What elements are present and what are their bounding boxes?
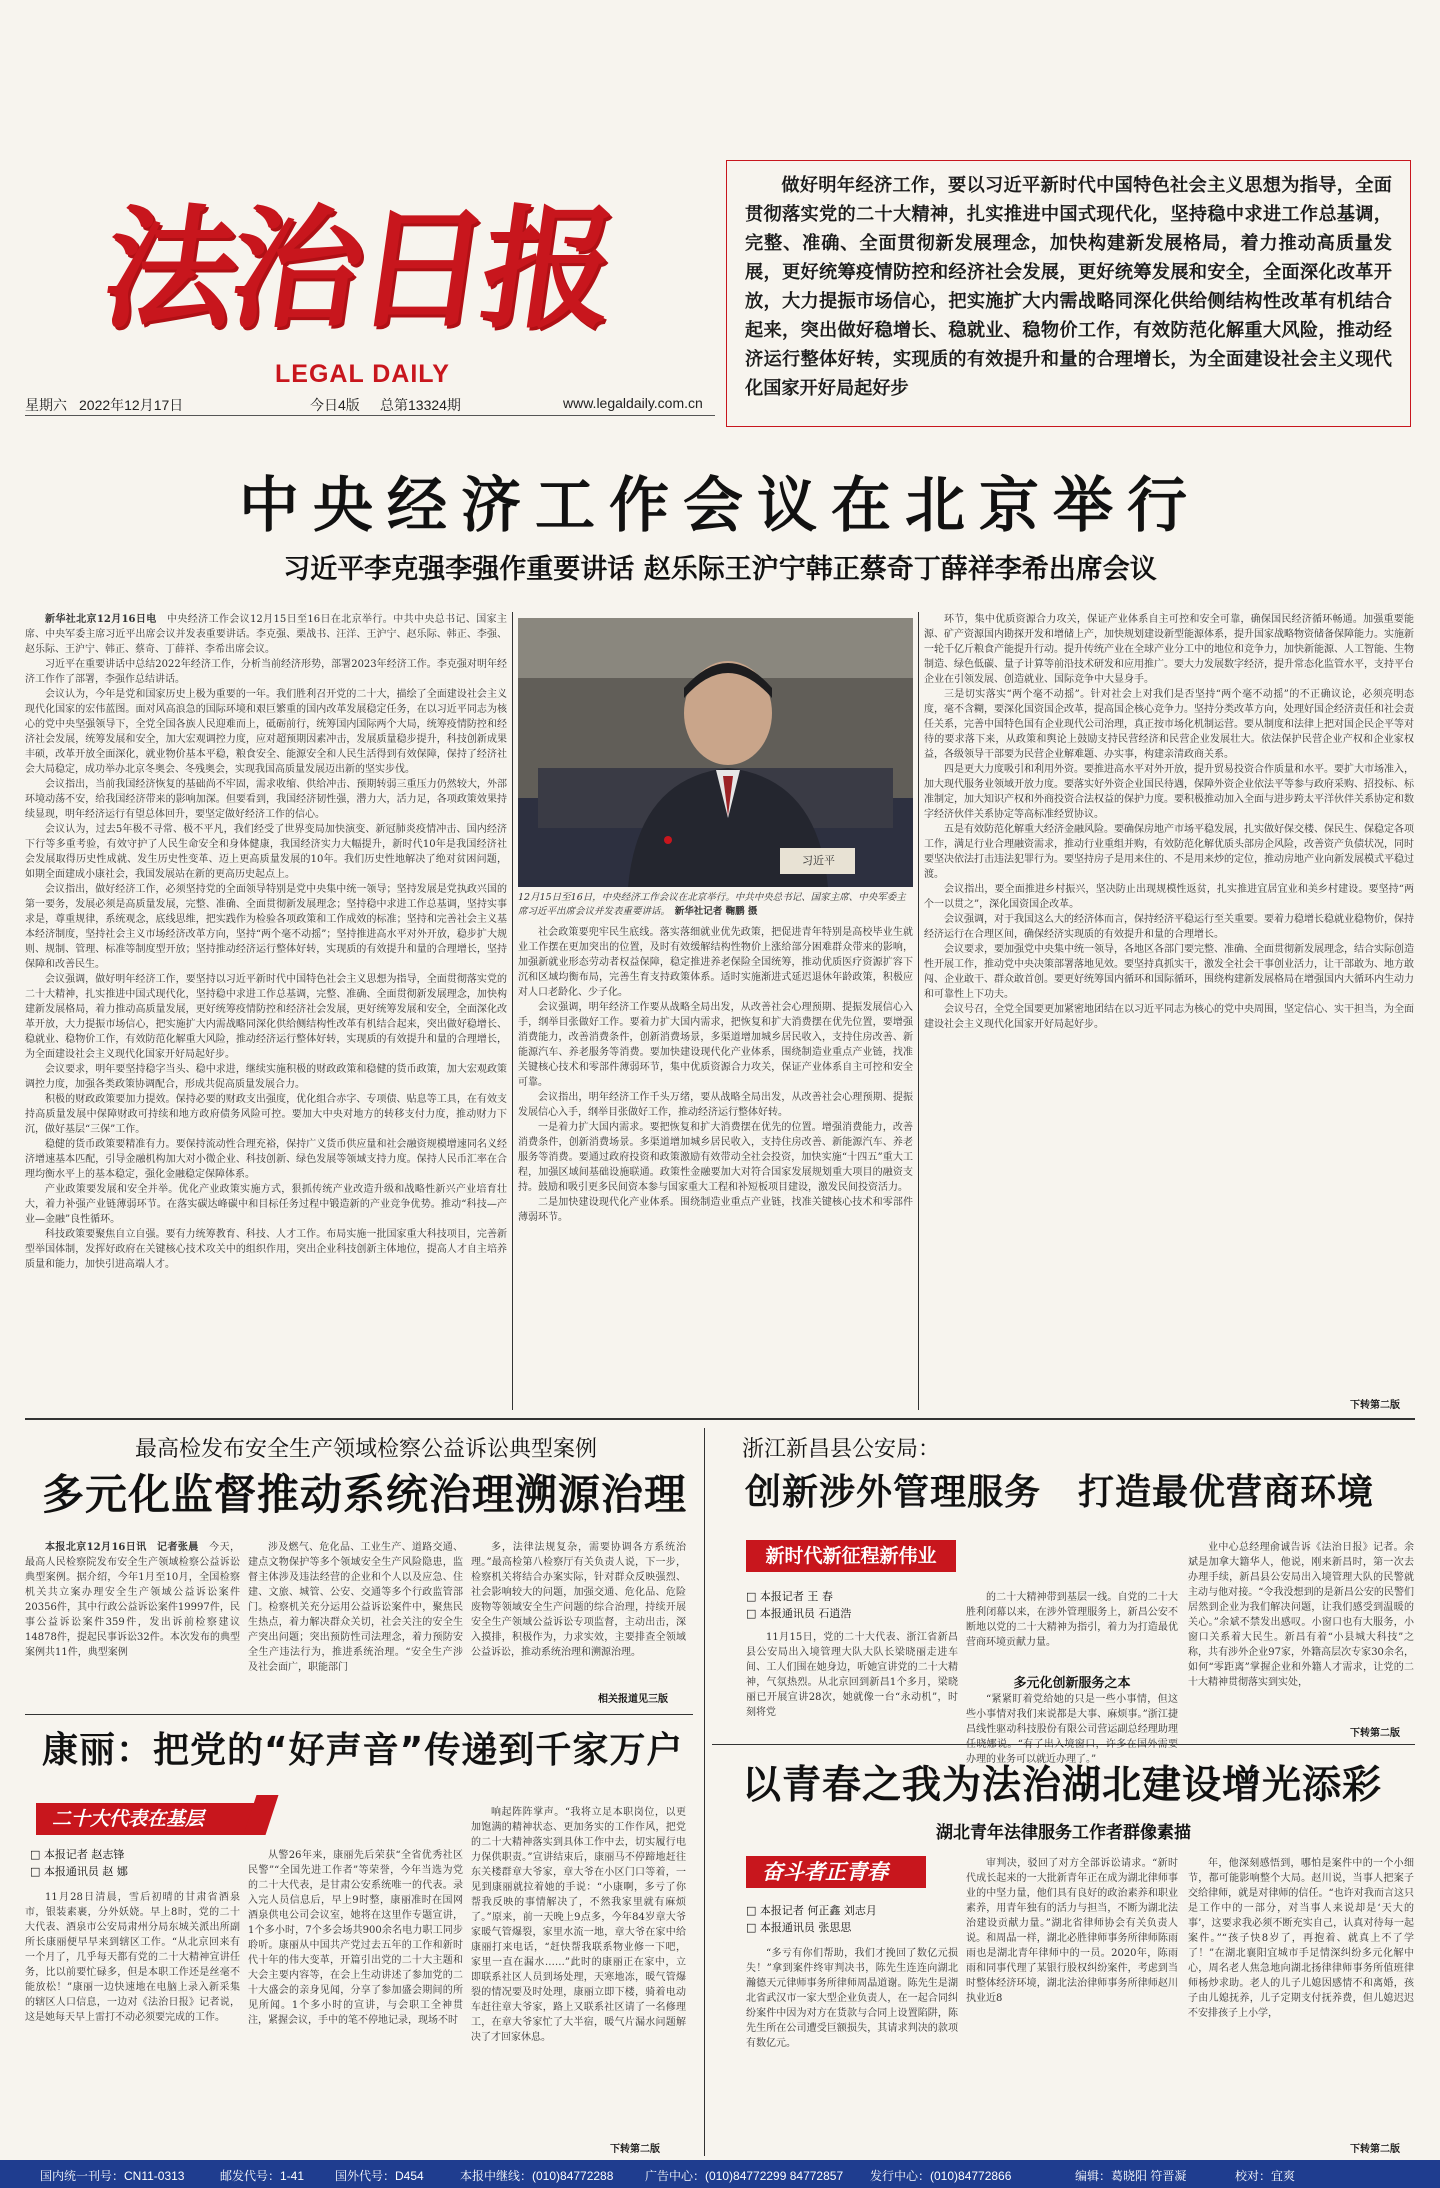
procuratorate-kicker: 最高检发布安全生产领域检察公益诉讼典型案例 <box>135 1437 598 1462</box>
hubei-subtitle: 湖北青年法律服务工作者群像素描 <box>936 1823 1191 1843</box>
issue-number: 总第13324期 <box>380 397 461 413</box>
banner-accent <box>244 1795 279 1835</box>
xinchang-column-2: 的二十大精神带到基层一线。自党的二十大胜利闭幕以来，在涉外管理服务上，新昌公安不断地以党的二十大精神为指引，着力为打造最优营商环境贡献力量。 <box>966 1592 1178 1648</box>
lead-subheadline: 习近平李克强李强作重要讲话 赵乐际王沪宁韩正蔡奇丁薛祥李希出席会议 <box>283 554 1157 585</box>
footer-distribution: 发行中心：(010)84772866 <box>870 2169 1012 2183</box>
website-link[interactable]: www.legaldaily.com.cn <box>563 395 703 411</box>
lead-photo[interactable] <box>518 618 913 887</box>
procuratorate-column-2: 涉及燃气、危化品、工业生产、道路交通、建点文物保护等多个领域安全生产风险隐患，监督主体涉及违法经营的企业和个人以及应急、住建、文旅、城管、公安、交通等多个行政监管部门。检察机关充分运用公益诉讼案件中，聚焦民生热点，着力解决群众关切，社会关注的安全生产突出问题；突出预防性司法理念，着力预防安全生产违法行为，推进系统治理。“安全生产涉及社会面广，职能部门 <box>248 1542 463 1673</box>
kangli-title[interactable]: 康丽：把党的“好声音”传递到千家万户 <box>42 1730 684 1771</box>
hubei-banner: 奋斗者正青春 <box>746 1856 926 1888</box>
section-divider <box>25 1418 1415 1420</box>
lead-column-1: 新华社北京12月16日电 中央经济工作会议12月15日至16日在北京举行。中共中央总书记、国家主席、中央军委主席习近平出席会议并发表重要讲话。李克强、栗战书、汪洋、王沪宁、赵乐际、韩正、李强、赵乐际、王沪宁、韩正、蔡奇、丁薛祥、李希出席会议。 习近平在重要讲话中总结2022年经济工作，分析当前经济形势，部署2023年经济工作。李克强对明年经济工作作了部署，李强作总结讲话。 会议认为，今年是党和国家历史上极为重要的一年。我们胜利召开党的二十大，描绘了全面建设社会主义现代化国家的宏伟蓝图。面对风高浪急的国际环境和艰巨繁重的国内改革发展稳定任务，在以习近平同志为核心的党中央坚强领导下，全党全国各族人民迎难而上，砥砺前行，统筹国内国际两个大局，统筹疫情防控和经济社会发展，统筹发展和安全，加大宏观调控力度，应对超预期因素冲击，发展质量稳步提升，科技创新成果丰硕，改革开放全面深化，就业物价基本平稳，粮食安全、能源安全和人民生活得到有效保障，保持了经济社会大局稳定，成功举办北京冬奥会、冬残奥会，实现我国高质量发展迈出新的坚实步伐。 会议指出，当前我国经济恢复的基础尚不牢固，需求收缩、供给冲击、预期转弱三重压力仍然较大，外部环境动荡不安，给我国经济带来的影响加深。但要看到，我国经济韧性强，潜力大，活力足，各项政策效果持续显现，明年经济运行有望总体回升，要坚定做好经济工作的信心。 会议认为，过去5年极不寻常、极不平凡，我们经受了世界变局加快演变、新冠肺炎疫情冲击、国内经济下行等多重考验，有效守护了人民生命安全和身体健康，我国经济实力大幅提升，新时代10年是我国经济社会发展取得历史性成就、发生历史性变革、迈上更高质量发展的10年。我们历史性地解决了绝对贫困问题，如期全面建成小康社会，我国发展站在新的更高历史起点上。 会议指出，做好经济工作，必须坚持党的全面领导特别是党中央集中统一领导；坚持发展是党执政兴国的第一要务，发展必须是高质量发展，完整、准确、全面贯彻新发展理念；坚持稳中求进工作总基调，坚持实事求是，尊重规律，系统观念，底线思维，把实践作为检验各项政策和工作成效的标准；坚持和完善社会主义基本经济制度，坚持社会主义市场经济改革方向，坚持“两个毫不动摇”；坚持推进高水平对外开放，稳步扩大规则、规制、管理、标准等制度型开放；坚持推动经济运行整体好转，实现质的有效提升和量的合理增长，坚持保障和改善民生。 会议强调，做好明年经济工作，要坚持以习近平新时代中国特色社会主义思想为指导，全面贯彻落实党的二十大精神，扎实推进中国式现代化，坚持稳中求进工作总基调，完整、准确、全面贯彻新发展理念，加快构建新发展格局，着力推动高质量发展，更好统筹疫情防控和经济社会发展，更好统筹发展和安全，全面深化改革开放，大力提振市场信心，把实施扩大内需战略同深化供给侧结构性改革有机结合起来，突出做好稳增长、稳就业、稳物价工作，有效防范化解重大风险，推动经济运行整体好转，实现质的有效提升和量的合理增长，为全面建设社会主义现代化国家开好局起好步。 会议要求，明年要坚持稳字当头、稳中求进，继续实施积极的财政政策和稳健的货币政策，加大宏观政策调控力度，加强各类政策协调配合，形成共促高质量发展合力。 积极的财政政策要加力提效。保持必要的财政支出强度，优化组合赤字、专项债、贴息等工具，在有效支持高质量发展中保障财政可持续和地方政府债务风险可控。要加大中央对地方的转移支付力度，推动财力下沉，做好基层“三保”工作。 稳健的货币政策要精准有力。要保持流动性合理充裕，保持广义货币供应量和社会融资规模增速同名义经济增速基本匹配，引导金融机构加大对小微企业、科技创新、绿色发展等领域支持力度。保持人民币汇率在合理均衡水平上的基本稳定，强化金融稳定保障体系。 产业政策要发展和安全并举。优化产业政策实施方式，狠抓传统产业改造升级和战略性新兴产业培育壮大，着力补强产业链薄弱环节。在落实碳达峰碳中和目标任务过程中锻造新的产业竞争优势。推动“科技—产业—金融”良性循环。 科技政策要聚焦自立自强。要有力统筹教育、科技、人才工作。布局实施一批国家重大科技项目，完善新型举国体制，发挥好政府在关键核心技术攻关中的组织作用，突出企业科技创新主体地位，提高人才自主培养质量和能力，加快引进高端人才。 <box>25 614 507 1270</box>
xinchang-byline-reporter: □ 本报记者 王 春 <box>746 1590 833 1603</box>
section-divider <box>25 1714 693 1715</box>
lead-continued-note[interactable]: 下转第二版 <box>1350 1400 1400 1411</box>
kangli-continued-note[interactable]: 下转第二版 <box>610 2144 660 2155</box>
footer-ads: 广告中心：(010)84772299 84772857 <box>645 2169 844 2183</box>
procuratorate-column-1: 本报北京12月16日讯 记者张晨 今天，最高人民检察院发布安全生产领域检察公益诉讼典型案例。据介绍，今年1月至10月，全国检察机关共立案办理安全生产领域公益诉讼案件20356件，其中行政公益诉讼案件19997件，民事公益诉讼案件359件，发出诉前检察建议14878件，提起民事诉讼32件。本次发布的典型案例共11件，典型案例 <box>25 1542 240 1658</box>
lead-column-3: 社会政策要兜牢民生底线。落实落细就业优先政策，把促进青年特别是高校毕业生就业工作摆在更加突出的位置，及时有效缓解结构性物价上涨给部分困难群众带来的影响，加强新就业形态劳动者权益保障，稳定推进养老保险全国统筹，推动优质医疗资源扩容下沉和区域均衡布局，完善生育支持政策体系。适时实施渐进式延迟退休年龄政策，积极应对人口老龄化、少子化。 会议强调，明年经济工作要从战略全局出发，从改善社会心理预期、提振发展信心入手，纲举目张做好工作。要着力扩大国内需求，把恢复和扩大消费摆在优先位置，要增强消费能力，改善消费条件，创新消费场景，多渠道增加城乡居民收入，支持住房改善、新能源汽车、养老服务等消费。要加快建设现代化产业体系，围绕制造业重点产业链，找准关键核心技术和零部件薄弱环节，集中优质资源合力攻关，保证产业体系自主可控和安全可靠。 会议指出，明年经济工作千头万绪，要从战略全局出发，从改善社会心理预期、提振发展信心入手，纲举目张做好工作，推动经济运行整体好转。 一是着力扩大国内需求。要把恢复和扩大消费摆在优先的位置。增强消费能力，改善消费条件，创新消费场景。多渠道增加城乡居民收入，支持住房改善、新能源汽车、养老服务等消费。要通过政府投资和政策激励有效带动全社会投资，加快实施“十四五”重大工程，加强区域间基础设施联通。政策性金融要加大对符合国家发展规划重大项目的融资支持。鼓励和吸引更多民间资本参与国家重大工程和补短板项目建设，激发民间投资活力。 二是加快建设现代化产业体系。围绕制造业重点产业链，找准关键核心技术和零部件薄弱环节。 <box>518 927 913 1223</box>
lead-dateline: 新华社北京12月16日电 <box>45 614 157 625</box>
procuratorate-title[interactable]: 多元化监督推动系统治理溯源治理 <box>42 1470 688 1519</box>
photo-caption: 12月15日至16日，中央经济工作会议在北京举行。中共中央总书记、国家主席、中央军委主席习近平出席会议并发表重要讲话。 新华社记者 鞠鹏 摄 <box>518 892 906 917</box>
weekday: 星期六 <box>25 397 67 413</box>
kangli-byline-correspondent: □ 本报通讯员 赵 娜 <box>30 1865 128 1878</box>
hubei-column-1: “多亏有你们帮助，我们才挽回了数亿元损失！”拿到案件终审判决书，陈先生连连向湖北瀚德天元律师事务所律师周晶道谢。陈先生是湖北省武汉市一家大型企业负责人，在一起合同纠纷案件中因为对方在货款与合同上设置陷阱，陈先生所在公司遭受巨额损失，其请求判决的款项有数亿元。 <box>746 1948 958 2049</box>
xinchang-column-1: 11月15日，党的二十大代表、浙江省新昌县公安局出入境管理大队大队长梁晓丽走进车间、工人们围在她身边，听她宣讲党的二十大精神，气氛热烈。从北京回到新昌1个多月，梁晓丽已开展宣讲28次，她就像一台“永动机”，时刻将党 <box>746 1632 958 1718</box>
kangli-column-3: 响起阵阵掌声。“我将立足本职岗位，以更加饱满的精神状态、更加务实的工作作风，把党的二十大精神落实到具体工作中去，切实履行电力保供职责。”宣讲结束后，康丽马不停蹄地赶往东关楼群章大爷家，章大爷在小区门口等着，一见到康丽就拉着她的手说：“小康啊，多亏了你帮我反映的事情解决了，不然我家里就有麻烦了。”原来，前一天晚上9点多，今年84岁章大爷家暖气管爆裂，家里水流一地，章大爷在家中给康丽打来电话，“赶快帮我联系物业修一下吧，家里一直在漏水……”此时的康丽正在家中，立即联系社区人员到场处理，天寒地冻，暖气管爆裂的情况要及时处理，康丽立即下楼，骑着电动车赶往章大爷家，路上又联系社区请了一名修理工，在章大爷家忙了大半宿，暖气片漏水问题解决了才回家休息。 <box>471 1807 686 2043</box>
xinchang-column-3: 业中心总经理俞诚告诉《法治日报》记者。余斌是加拿大籍华人，他说，刚来新昌时，第一次去办理手续，新昌县公安局出入境管理大队的民警就主动与他对接。“令我没想到的是新昌公安的民警们居然到企业为我们解决问题，让我们感受到温暖的关心。”余斌不禁发出感叹。小窗口也有大服务，小窗口关系着大民生。新昌有着“小县城大科技”之称，共有涉外企业97家，外籍高层次专家30余名，如何“零距离”掌握企业和外籍人才需求，让党的二十大精神贯彻落实到实处， <box>1188 1542 1414 1688</box>
column-divider <box>918 612 919 1410</box>
footer-proofreader: 校对：宜爽 <box>1235 2169 1296 2183</box>
footer-editor: 编辑：葛晓阳 符晋凝 <box>1075 2169 1187 2183</box>
xinchang-subtitle: 多元化创新服务之本 <box>1013 1676 1131 1691</box>
issue-date: 2022年12月17日 <box>79 397 184 413</box>
xinchang-byline-correspondent: □ 本报通讯员 石逍浩 <box>746 1607 852 1620</box>
footer-bar <box>0 2160 1440 2188</box>
hubei-byline-reporter: □ 本报记者 何正鑫 刘志月 <box>746 1904 877 1917</box>
hubei-continued-note[interactable]: 下转第二版 <box>1350 2144 1400 2155</box>
quote-box: 做好明年经济工作，要以习近平新时代中国特色社会主义思想为指导，全面贯彻落实党的二十大精神，扎实推进中国式现代化，坚持稳中求进工作总基调，完整、准确、全面贯彻新发展理念，加快构建新发展格局，着力推动高质量发展，更好统筹疫情防控和经济社会发展，更好统筹发展和安全，全面深化改革开放，大力提振市场信心，把实施扩大内需战略同深化供给侧结构性改革有机结合起来，突出做好稳增长、稳就业、稳物价工作，有效防范化解重大风险，推动经济运行整体好转，实现质的有效提升和量的合理增长，为全面建设社会主义现代化国家开好局起好步 <box>726 160 1411 427</box>
masthead-logo: 法治日报 <box>94 192 620 347</box>
kangli-column-2: 从警26年来，康丽先后荣获“全省优秀社区民警”“全国先进工作者”等荣誉，今年当选为党的二十大代表，是甘肃公安系统唯一的代表。录入完人员信息后，早上9时整，康丽准时在国网酒泉供电公司会议室，她将在这里作专题宣讲，1个多小时，7个多会场共900余名电力职工同步聆听。康丽从中国共产党过去五年的工作和新时代十年的伟大变革，开篇引出党的二十大主题和大会主要内容等，在会上生动讲述了参加党的二十大盛会的亲身见闻，分享了参加盛会期间的所见所闻。1个多小时的宣讲，与会职工全神贯注，紧握会议，手中的笔不停地记录，现场不时 <box>248 1850 463 2026</box>
section-divider <box>712 1744 1415 1745</box>
footer-intl-code: 国外代号：D454 <box>335 2169 424 2183</box>
hubei-byline-correspondent: □ 本报通讯员 张思思 <box>746 1921 852 1934</box>
photo-nameplate: 习近平 <box>802 854 835 867</box>
footer-cn-number: 国内统一刊号：CN11-0313 <box>40 2169 185 2183</box>
kangli-column-1: 11月28日清晨，雪后初晴的甘肃省酒泉市，银装素裹，分外妖娆。早上8时，党的二十大代表、酒泉市公安局肃州分局东城关派出所副所长康丽便早早来到辖区工作。“从北京回来有一个月了，几乎每天都有党的二十大精神宣讲任务，比以前要忙碌多，但是本职工作还是丝毫不能放松！”康丽一边快速地在电脑上录入新采集的辖区人口信息，一边对《法治日报》记者说，这是她每天早上雷打不动必须要完成的工作。 <box>25 1892 240 2023</box>
xinchang-banner: 新时代新征程新伟业 <box>746 1540 956 1572</box>
masthead-english-name: LEGAL DAILY <box>275 360 450 388</box>
xinchang-continued-note[interactable]: 下转第二版 <box>1350 1728 1400 1739</box>
photo-illustration <box>518 618 913 887</box>
xinchang-title[interactable]: 创新涉外管理服务 打造最优营商环境 <box>745 1472 1375 1513</box>
procuratorate-column-3: 多，法律法规复杂，需要协调各方系统治理。”最高检第八检察厅有关负责人说，下一步，检察机关将结合办案实际，针对群众反映强烈、社会影响较大的问题，加强交通、危化品、危险废物等领域安全生产问题的综合治理，持续开展安全生产领域公益诉讼专项监督，主动出击，深入摸排，积极作为，力求实效，主要排查全领域公益诉讼，推动系统治理和溯源治理。 <box>471 1542 686 1658</box>
lead-column-4: 环节，集中优质资源合力攻关，保证产业体系自主可控和安全可靠，确保国民经济循环畅通。加强重要能源、矿产资源国内勘探开发和增储上产，加快规划建设新型能源体系，提升国家战略物资储备保障能力。实施新一轮千亿斤粮食产能提升行动。提升传统产业在全球产业分工中的地位和竞争力，加快新能源、人工智能、生物制造、绿色低碳、量子计算等前沿技术研发和应用推广。要大力发展数字经济，提升常态化监管水平，支持平台企业在引领发展、创造就业、国际竞争中大显身手。 三是切实落实“两个毫不动摇”。针对社会上对我们是否坚持“两个毫不动摇”的不正确议论，必须亮明态度，毫不含糊，要深化国资国企改革，提高国企核心竞争力。坚持分类改革方向，处理好国企经济责任和社会责任关系，完善中国特色国有企业现代公司治理，真正按市场化机制运营。要从制度和法律上把对国企民企平等对待的要求落下来，从政策和舆论上鼓励支持民营经济和民营企业发展壮大。依法保护民营企业产权和企业家权益，各级领导干部要为民营企业解难题、办实事，构建亲清政商关系。 四是更大力度吸引和利用外资。要推进高水平对外开放，提升贸易投资合作质量和水平。要扩大市场准入，加大现代服务业领域开放力度。要落实好外资企业国民待遇，保障外资企业依法平等参与政府采购、招投标、标准制定，加大知识产权和外商投资合法权益的保护力度。要积极推动加入全面与进步跨太平洋伙伴关系协定和数字经济伙伴关系协定等高标准经贸协议。 五是有效防范化解重大经济金融风险。要确保房地产市场平稳发展，扎实做好保交楼、保民生、保稳定各项工作，满足行业合理融资需求，推动行业重组并购，有效防范化解优质头部房企风险，改善资产负债状况，同时要坚决依法打击违法犯罪行为。要坚持房子是用来住的、不是用来炒的定位，推动房地产业向新发展模式平稳过渡。 会议指出，要全面推进乡村振兴，坚决防止出现规模性返贫，扎实推进宜居宜业和美乡村建设。要坚持“两个一以贯之”，深化国资国企改革。 会议强调，对于我国这么大的经济体而言，保持经济平稳运行至关重要。要着力稳增长稳就业稳物价，保持经济运行在合理区间，确保经济实现质的有效提升和量的合理增长。 会议要求，要加强党中央集中统一领导，各地区各部门要完整、准确、全面贯彻新发展理念，结合实际创造性开展工作，推动党中央决策部署落地见效。要坚持真抓实干，激发全社会干事创业活力，让干部敢为、地方敢闯、企业敢干、群众敢首创。要更好统筹国内循环和国际循环，围绕构建新发展格局在增强国内大循环内生动力和可靠性上下功夫。 会议号召，全党全国要更加紧密地团结在以习近平同志为核心的党中央周围，坚定信心、实干担当，为全面建设社会主义现代化国家开好局起好步。 <box>924 614 1414 1030</box>
lead-headline[interactable]: 中央经济工作会议在北京举行 <box>239 471 1201 541</box>
hubei-column-2: 审判决，驳回了对方全部诉讼请求。“新时代成长起来的一大批新青年正在成为湖北律师事业的中坚力量，他们具有良好的政治素养和职业素养，用青年独有的活力与担当，不断为湖北法治建设贡献力量。”湖北省律师协会有关负责人说。和周晶一样，湖北必胜律师事务所律师陈雨雨也是湖北青年律师中的一员。2020年，陈雨雨和同事代理了某银行股权纠纷案件，考虑到当时整体经济环境，湖北法治律师事务所律师赵川执业近8 <box>966 1858 1178 2004</box>
xinchang-column-2b: “紧紧盯着党给她的只是一些小事情，但这些小事情对我们来说都是大事、麻烦事。”浙江捷昌线性驱动科技股份有限公司营运副总经理助理 办理的业务可以就近办理了。” <box>966 1694 1178 1765</box>
column-divider <box>512 612 513 1410</box>
footer-post-code: 邮发代号：1-41 <box>220 2169 305 2183</box>
masthead-info-bar <box>25 393 715 416</box>
kangli-banner: 二十大代表在基层 <box>36 1803 261 1835</box>
xinchang-kicker: 浙江新昌县公安局： <box>742 1437 941 1462</box>
column-divider <box>704 1428 705 2156</box>
procuratorate-continued-note[interactable]: 相关报道见三版 <box>598 1694 668 1705</box>
kangli-byline-reporter: □ 本报记者 赵志锋 <box>30 1848 125 1861</box>
hubei-column-3: 年，他深刻感悟到，哪怕是案件中的一个小细节，都可能影响整个大局。赵川说，当事人把案子交给律师，就是对律师的信任。“也许对我而言这只是工作中的一部分，对当事人来说却是‘天大的事’，这要求我必须不断充实自己，认真对待每一起案件。”“孩子快8岁了，再抱着、就真上不了学了！”在湖北襄阳宜城市手足情深纠纷多元化解中心，周名老人焦急地向湖北扬律律师事务所值班律师杨炒求助。老人的儿子儿媳因感情不和离婚，孩子由儿媳抚养，儿子定期支付抚养费，但儿媳迟迟不安排孩子上小学， <box>1188 1858 1414 2019</box>
footer-hotline: 本报中继线：(010)84772288 <box>460 2169 614 2183</box>
page-count: 今日4版 <box>310 397 360 413</box>
hubei-title[interactable]: 以青春之我为法治湖北建设增光添彩 <box>742 1763 1383 1808</box>
